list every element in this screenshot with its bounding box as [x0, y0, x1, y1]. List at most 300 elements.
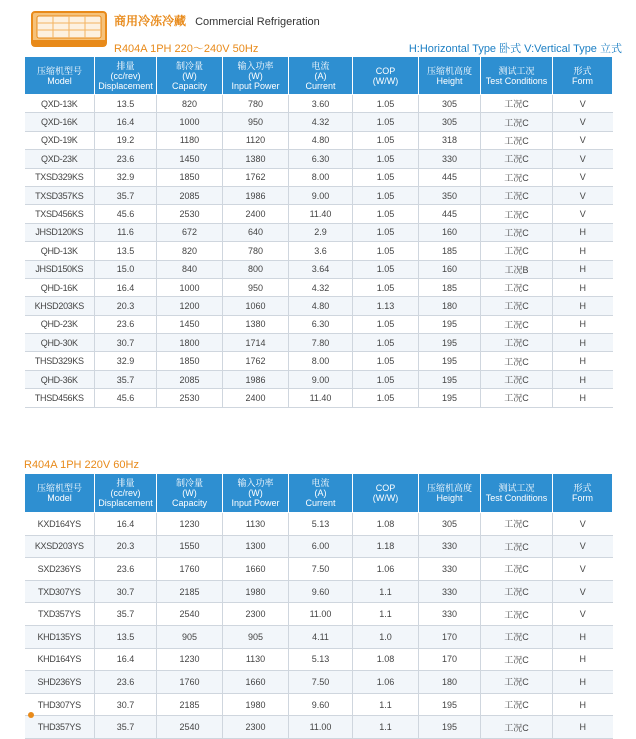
model-cell: QXD-19K	[25, 131, 95, 149]
table-cell: H	[553, 389, 613, 407]
table-row	[25, 260, 613, 278]
table-cell: 35.7	[95, 186, 157, 204]
table-cell: 1.06	[353, 671, 419, 694]
table-cell: V	[553, 131, 613, 149]
table-cell: 330	[419, 603, 481, 626]
table-row	[25, 168, 613, 186]
table-cell: 1550	[157, 535, 223, 558]
model-cell: KXD164YS	[25, 513, 95, 536]
column-header-unit: (A)	[314, 488, 327, 498]
column-header-en: Model	[47, 75, 72, 86]
column-header-en: Current	[305, 80, 336, 91]
column-header-cn: 输入功率	[237, 478, 274, 488]
column-header-cn: 压缩机型号	[36, 65, 82, 76]
table-cell: 13.5	[95, 95, 157, 113]
column-header-cn: 压缩机高度	[426, 483, 472, 493]
compressor-table-50hz	[24, 56, 613, 408]
table-cell: 工况C	[481, 648, 553, 671]
table-cell: H	[553, 625, 613, 648]
table-cell: 工况C	[481, 315, 553, 333]
table-cell: 2530	[157, 205, 223, 223]
column-header-unit: (W)	[182, 70, 197, 81]
table-cell: H	[553, 716, 613, 739]
table-cell: 170	[419, 648, 481, 671]
column-header	[223, 474, 289, 513]
table-cell: 1.08	[353, 648, 419, 671]
column-header-cn: COP	[375, 65, 396, 76]
table-cell: 1.05	[353, 389, 419, 407]
model-cell: TXSD456KS	[25, 205, 95, 223]
table-cell: 11.40	[289, 389, 353, 407]
table-cell: 工况C	[481, 693, 553, 716]
model-cell: QHD-16K	[25, 278, 95, 296]
table-cell: 工况C	[481, 558, 553, 581]
table-cell: 1.05	[353, 223, 419, 241]
model-cell: QHD-30K	[25, 334, 95, 352]
model-cell: SXD236YS	[25, 558, 95, 581]
table-cell: 350	[419, 186, 481, 204]
table-cell: 1060	[223, 297, 289, 315]
table-cell: 1.18	[353, 535, 419, 558]
table-cell: 160	[419, 260, 481, 278]
table-cell: 16.4	[95, 113, 157, 131]
table-cell: 工况C	[481, 334, 553, 352]
table-cell: 195	[419, 334, 481, 352]
table-cell: 9.60	[289, 580, 353, 603]
table-cell: 1980	[223, 693, 289, 716]
table-cell: V	[553, 95, 613, 113]
table-cell: 9.00	[289, 370, 353, 388]
model-cell: KHD135YS	[25, 625, 95, 648]
column-header	[289, 474, 353, 513]
table-cell: 11.40	[289, 205, 353, 223]
table-cell: 1.05	[353, 352, 419, 370]
column-header-unit: (A)	[314, 70, 327, 81]
table-cell: 1850	[157, 352, 223, 370]
table-cell: 45.6	[95, 389, 157, 407]
table-row	[25, 693, 613, 716]
table-cell: 19.2	[95, 131, 157, 149]
table-row	[25, 223, 613, 241]
table-cell: 工况C	[481, 603, 553, 626]
table-cell: 950	[223, 113, 289, 131]
column-header	[289, 57, 353, 95]
table-cell: 工况C	[481, 352, 553, 370]
table-cell: 820	[157, 242, 223, 260]
table-cell: 23.6	[95, 150, 157, 168]
table-cell: 195	[419, 315, 481, 333]
column-header-unit: (W)	[248, 70, 263, 81]
table-cell: 640	[223, 223, 289, 241]
table-cell: 1000	[157, 113, 223, 131]
column-header	[481, 474, 553, 513]
column-header-en: Displacement	[98, 498, 153, 508]
column-header	[353, 474, 419, 513]
table-cell: 180	[419, 671, 481, 694]
table-cell: 1760	[157, 558, 223, 581]
table-cell: 800	[223, 260, 289, 278]
table-cell: 1130	[223, 513, 289, 536]
table-cell: 1450	[157, 315, 223, 333]
column-header-cn: 压缩机高度	[426, 65, 472, 76]
table-cell: 9.00	[289, 186, 353, 204]
column-header-unit: (cc/rev)	[110, 488, 141, 498]
table-cell: 7.50	[289, 671, 353, 694]
column-header-unit: (W)	[248, 488, 263, 498]
table-cell: 16.4	[95, 513, 157, 536]
table-cell: 330	[419, 580, 481, 603]
model-cell: JHSD150KS	[25, 260, 95, 278]
table-cell: V	[553, 205, 613, 223]
table-cell: 工况C	[481, 389, 553, 407]
column-header-en: Input Power	[231, 80, 280, 91]
table-cell: 905	[157, 625, 223, 648]
table-cell: 3.64	[289, 260, 353, 278]
table-cell: 23.6	[95, 558, 157, 581]
table-cell: 32.9	[95, 352, 157, 370]
table-cell: 35.7	[95, 370, 157, 388]
column-header-cn: 压缩机型号	[36, 483, 82, 493]
table-cell: 305	[419, 113, 481, 131]
table-cell: 45.6	[95, 205, 157, 223]
table-cell: 工况C	[481, 580, 553, 603]
table-cell: 185	[419, 278, 481, 296]
table-cell: 330	[419, 535, 481, 558]
column-header	[419, 474, 481, 513]
table-row	[25, 671, 613, 694]
table-cell: 工况C	[481, 297, 553, 315]
model-cell: THD357YS	[25, 716, 95, 739]
table-cell: 305	[419, 95, 481, 113]
table-header	[25, 57, 613, 95]
table-cell: 4.32	[289, 113, 353, 131]
table-cell: 445	[419, 205, 481, 223]
table-cell: 1850	[157, 168, 223, 186]
table-cell: 1762	[223, 352, 289, 370]
table-cell: 23.6	[95, 671, 157, 694]
table-cell: 1.05	[353, 370, 419, 388]
table-cell: 工况C	[481, 113, 553, 131]
table-cell: 15.0	[95, 260, 157, 278]
table-cell: 905	[223, 625, 289, 648]
table-cell: H	[553, 671, 613, 694]
column-header-cn: 制冷量	[175, 60, 203, 71]
model-cell: QXD-23K	[25, 150, 95, 168]
table-cell: 3.60	[289, 95, 353, 113]
table-cell: 1.06	[353, 558, 419, 581]
model-cell: THD307YS	[25, 693, 95, 716]
table-cell: 1.05	[353, 334, 419, 352]
table-cell: 30.7	[95, 580, 157, 603]
table-cell: V	[553, 580, 613, 603]
column-header-cn: 排量	[116, 60, 135, 71]
table-cell: 13.5	[95, 242, 157, 260]
table-header	[25, 474, 613, 513]
table-cell: V	[553, 168, 613, 186]
table-cell: 1.05	[353, 278, 419, 296]
column-header-cn: 测试工况	[498, 483, 535, 493]
table-cell: H	[553, 334, 613, 352]
model-cell: JHSD120KS	[25, 223, 95, 241]
section-spec-60hz: R404A 1PH 220V 60Hz	[24, 459, 139, 471]
column-header	[553, 474, 613, 513]
model-cell: TXSD357KS	[25, 186, 95, 204]
table-cell: 工况C	[481, 671, 553, 694]
table-cell: 6.30	[289, 315, 353, 333]
column-header-cn: 形式	[573, 483, 592, 493]
column-header-cn: 制冷量	[175, 478, 203, 488]
header-row	[25, 57, 613, 95]
table-cell: H	[553, 315, 613, 333]
model-cell: KHSD203KS	[25, 297, 95, 315]
table-body	[25, 95, 613, 408]
table-cell: 11.6	[95, 223, 157, 241]
column-header	[95, 57, 157, 95]
table-cell: 工况C	[481, 186, 553, 204]
table-cell: 6.00	[289, 535, 353, 558]
table-cell: H	[553, 648, 613, 671]
model-cell: THSD456KS	[25, 389, 95, 407]
footer-dot	[28, 712, 34, 718]
table-cell: 318	[419, 131, 481, 149]
table-cell: H	[553, 242, 613, 260]
column-header-en: (W/W)	[372, 75, 399, 86]
column-header-en: Current	[305, 498, 336, 508]
table-cell: 780	[223, 95, 289, 113]
table-row	[25, 625, 613, 648]
table-cell: 工况C	[481, 95, 553, 113]
table-row	[25, 558, 613, 581]
table-cell: 170	[419, 625, 481, 648]
table-cell: 30.7	[95, 693, 157, 716]
table-row	[25, 278, 613, 296]
table-cell: 30.7	[95, 334, 157, 352]
model-cell: KHD164YS	[25, 648, 95, 671]
table-row	[25, 150, 613, 168]
table-cell: 950	[223, 278, 289, 296]
table-cell: 工况C	[481, 168, 553, 186]
table-cell: 1714	[223, 334, 289, 352]
table-cell: 1.13	[353, 297, 419, 315]
table-cell: 1230	[157, 513, 223, 536]
table-cell: 1986	[223, 370, 289, 388]
table-cell: H	[553, 278, 613, 296]
table-cell: 1180	[157, 131, 223, 149]
table-cell: V	[553, 113, 613, 131]
table-row	[25, 131, 613, 149]
table-cell: 5.13	[289, 648, 353, 671]
table-cell: 195	[419, 716, 481, 739]
table-cell: 1800	[157, 334, 223, 352]
table-cell: 1.05	[353, 150, 419, 168]
table-cell: 1.05	[353, 168, 419, 186]
table-row	[25, 370, 613, 388]
table-row	[25, 716, 613, 739]
table-cell: 8.00	[289, 352, 353, 370]
column-header	[25, 57, 95, 95]
section-spec-50hz: R404A 1PH 220～240V 50Hz	[114, 43, 259, 55]
table-cell: 1.1	[353, 580, 419, 603]
table-cell: 2540	[157, 603, 223, 626]
page-title-en: Commercial Refrigeration	[195, 16, 320, 28]
table-row	[25, 389, 613, 407]
table-row	[25, 186, 613, 204]
model-cell: QXD-16K	[25, 113, 95, 131]
table-cell: 1380	[223, 150, 289, 168]
table-cell: 工况C	[481, 205, 553, 223]
table-cell: 1.05	[353, 186, 419, 204]
table-cell: 820	[157, 95, 223, 113]
table-cell: 4.32	[289, 278, 353, 296]
table-cell: 1.1	[353, 603, 419, 626]
column-header-unit: (cc/rev)	[110, 70, 141, 81]
table-cell: 1130	[223, 648, 289, 671]
table-cell: 4.80	[289, 131, 353, 149]
model-cell: TXD307YS	[25, 580, 95, 603]
table-cell: 35.7	[95, 716, 157, 739]
table-cell: 7.80	[289, 334, 353, 352]
model-cell: QHD-23K	[25, 315, 95, 333]
table-cell: 2300	[223, 716, 289, 739]
table-cell: 1300	[223, 535, 289, 558]
model-cell: TXSD329KS	[25, 168, 95, 186]
table-cell: 305	[419, 513, 481, 536]
column-header-cn: 电流	[311, 478, 330, 488]
table-cell: 4.80	[289, 297, 353, 315]
table-cell: 1380	[223, 315, 289, 333]
model-cell: QHD-36K	[25, 370, 95, 388]
table-cell: 195	[419, 370, 481, 388]
table-row	[25, 352, 613, 370]
table-cell: 1.05	[353, 95, 419, 113]
table-cell: 672	[157, 223, 223, 241]
column-header-en: Height	[436, 493, 463, 503]
table-cell: H	[553, 297, 613, 315]
table-cell: 1.1	[353, 716, 419, 739]
table-cell: 1980	[223, 580, 289, 603]
table-cell: 11.00	[289, 716, 353, 739]
table-cell: 1760	[157, 671, 223, 694]
column-header	[353, 57, 419, 95]
table-cell: 2.9	[289, 223, 353, 241]
model-cell: KXSD203YS	[25, 535, 95, 558]
table-cell: 195	[419, 389, 481, 407]
table-cell: 180	[419, 297, 481, 315]
column-header	[157, 474, 223, 513]
table-row	[25, 648, 613, 671]
model-cell: THSD329KS	[25, 352, 95, 370]
column-header-en: Test Conditions	[485, 493, 548, 503]
table-cell: 5.13	[289, 513, 353, 536]
table-cell: 2185	[157, 693, 223, 716]
column-header	[157, 57, 223, 95]
table-cell: V	[553, 150, 613, 168]
column-header-cn: 输入功率	[237, 60, 274, 71]
table-cell: 工况C	[481, 513, 553, 536]
table-cell: 1.05	[353, 315, 419, 333]
table-cell: 780	[223, 242, 289, 260]
table-cell: 工况C	[481, 625, 553, 648]
table-cell: 13.5	[95, 625, 157, 648]
column-header	[419, 57, 481, 95]
table-cell: 3.6	[289, 242, 353, 260]
table-cell: 1660	[223, 558, 289, 581]
table-cell: 20.3	[95, 297, 157, 315]
table-cell: V	[553, 186, 613, 204]
table-body	[25, 513, 613, 739]
table-row	[25, 95, 613, 113]
refrigerated-display-case-icon	[30, 8, 108, 50]
table-cell: H	[553, 370, 613, 388]
table-cell: 1.05	[353, 205, 419, 223]
table-cell: 330	[419, 558, 481, 581]
table-row	[25, 513, 613, 536]
table-cell: 1.0	[353, 625, 419, 648]
table-cell: 23.6	[95, 315, 157, 333]
column-header-en: Height	[436, 75, 463, 86]
table-cell: 840	[157, 260, 223, 278]
table-row	[25, 535, 613, 558]
table-cell: 2540	[157, 716, 223, 739]
column-header-cn: COP	[375, 483, 396, 493]
table-row	[25, 580, 613, 603]
table-cell: 445	[419, 168, 481, 186]
table-cell: 1230	[157, 648, 223, 671]
table-cell: 1986	[223, 186, 289, 204]
table-cell: 1.05	[353, 131, 419, 149]
column-header-en: Form	[572, 75, 593, 86]
column-header-en: Displacement	[98, 80, 153, 91]
table-cell: 16.4	[95, 648, 157, 671]
table-cell: 1762	[223, 168, 289, 186]
column-header-en: Test Conditions	[485, 75, 548, 86]
table-cell: 1200	[157, 297, 223, 315]
table-cell: 1000	[157, 278, 223, 296]
column-header	[481, 57, 553, 95]
table-cell: 2530	[157, 389, 223, 407]
column-header-unit: (W)	[182, 488, 197, 498]
table-cell: H	[553, 352, 613, 370]
table-cell: 1.05	[353, 260, 419, 278]
column-header	[95, 474, 157, 513]
table-cell: 1.05	[353, 242, 419, 260]
table-cell: 2185	[157, 580, 223, 603]
table-cell: 2085	[157, 370, 223, 388]
header-row	[25, 474, 613, 513]
page-title	[114, 12, 320, 29]
table-cell: 195	[419, 352, 481, 370]
table-cell: 1.1	[353, 693, 419, 716]
column-header	[553, 57, 613, 95]
table-cell: 4.11	[289, 625, 353, 648]
table-cell: 1660	[223, 671, 289, 694]
table-row	[25, 242, 613, 260]
table-cell: 6.30	[289, 150, 353, 168]
model-cell: TXD357YS	[25, 603, 95, 626]
table-cell: 工况B	[481, 260, 553, 278]
type-legend: H:Horizontal Type 卧式 V:Vertical Type 立式	[408, 43, 622, 55]
table-cell: 工况C	[481, 223, 553, 241]
table-cell: 2085	[157, 186, 223, 204]
table-cell: 工况C	[481, 131, 553, 149]
table-cell: 工况C	[481, 242, 553, 260]
table-cell: 11.00	[289, 603, 353, 626]
table-cell: 160	[419, 223, 481, 241]
table-cell: 工况C	[481, 535, 553, 558]
table-cell: 330	[419, 150, 481, 168]
table-cell: 2400	[223, 389, 289, 407]
table-row	[25, 603, 613, 626]
